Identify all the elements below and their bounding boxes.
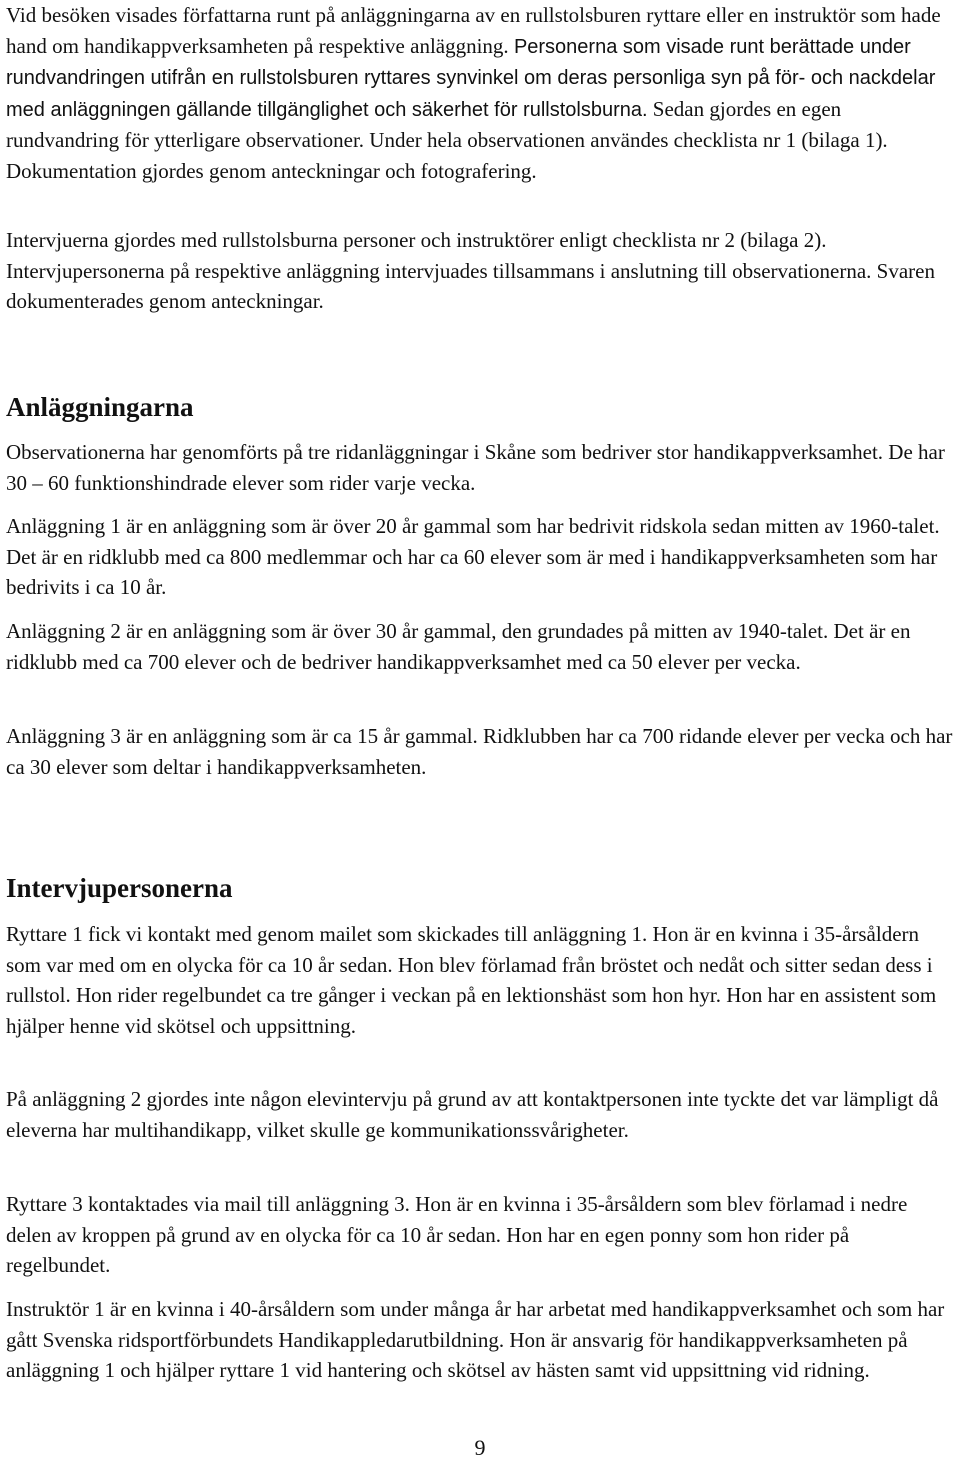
- section-heading-anlaggningarna: Anläggningarna: [6, 392, 194, 422]
- intervjupersonerna-paragraph-1: Ryttare 1 fick vi kontakt med genom mailet som skickades till anläggning 1. Hon är en kvinna i 35-årsåldern som var med om en olycka för ca 10 år sedan. Hon blev förlamad från bröstet och nedåt och sitter sedan dess i rullstol. Hon rider regelbundet ca tre gånger i veckan på en lektionshäst som hon hyr. Hon har en assistent som hjälper henne vid skötsel och uppsittning.: [6, 922, 937, 1038]
- intro-paragraph-1-serif-end: Sedan gjordes en egen rundvandring för ytterligare observationer. Under hela observationen användes checklista nr 1 (bilaga 1). Dokumentation gjordes genom anteckningar och fotografering.: [6, 96, 888, 183]
- intro-paragraph-2: Intervjuerna gjordes med rullstolsburna personer och instruktörer enligt checklista nr 2 (bilaga 2). Intervjupersonerna på respektive anläggning intervjuades tillsammans i anslutning till observationerna. Svaren dokumenterades genom anteckningar.: [6, 228, 935, 313]
- page-number: 9: [474, 1435, 486, 1460]
- intervjupersonerna-paragraph-4: Instruktör 1 är en kvinna i 40-årsåldern som under många år har arbetat med handikappverksamhet och som har gått Svenska ridsportförbundets Handikappledarutbildning. Hon är ansvarig för handikappverksamheten på anläggning 1 och hjälper ryttare 1 vid hantering och skötsel av hästen samt vid uppsittning vid ridning.: [6, 1297, 945, 1382]
- intro-paragraph-1: [6, 0, 956, 186]
- section-heading-intervjupersonerna: Intervjupersonerna: [6, 873, 233, 903]
- intro-paragraph-1-sans-middle: Personerna som visade runt berättade under rundvandringen utifrån en rullstolsburen ryttares synvinkel om deras personliga syn på för- och nackdelar med anläggningen gällande tillgänglighet och säkerhet för rullstolsburna.: [6, 35, 936, 121]
- intro-paragraph-1-serif-start: Vid besöken visades författarna runt på anläggningarna av en rullstolsburen ryttare eller en instruktör som hade hand om handikappverksamheten på respektive anläggning.: [6, 3, 941, 58]
- anlaggningarna-paragraph-3: Anläggning 2 är en anläggning som är över 30 år gammal, den grundades på mitten av 1940-talet. Det är en ridklubb med ca 700 elever och de bedriver handikappverksamhet med ca 50 elever per vecka.: [6, 619, 911, 674]
- anlaggningarna-paragraph-1: Observationerna har genomförts på tre ridanläggningar i Skåne som bedriver stor handikappverksamhet. De har 30 – 60 funktionshindrade elever som rider varje vecka.: [6, 440, 945, 495]
- anlaggningarna-paragraph-4: Anläggning 3 är en anläggning som är ca 15 år gammal. Ridklubben har ca 700 ridande elever per vecka och har ca 30 elever som deltar i handikappverksamheten.: [6, 724, 953, 779]
- anlaggningarna-paragraph-2: Anläggning 1 är en anläggning som är över 20 år gammal som har bedrivit ridskola sedan mitten av 1960-talet. Det är en ridklubb med ca 800 medlemmar och har ca 60 elever som är med i handikappverksamheten som har bedrivits i ca 10 år.: [6, 514, 940, 599]
- intervjupersonerna-paragraph-2: På anläggning 2 gjordes inte någon elevintervju på grund av att kontaktpersonen inte tyckte det var lämpligt då eleverna har multihandikapp, vilket skulle ge kommunikationssvårigheter.: [6, 1087, 939, 1142]
- intervjupersonerna-paragraph-3: Ryttare 3 kontaktades via mail till anläggning 3. Hon är en kvinna i 35-årsåldern som blev förlamad i nedre delen av kroppen på grund av en olycka för ca 10 år sedan. Hon har en egen ponny som hon rider på regelbundet.: [6, 1192, 908, 1277]
